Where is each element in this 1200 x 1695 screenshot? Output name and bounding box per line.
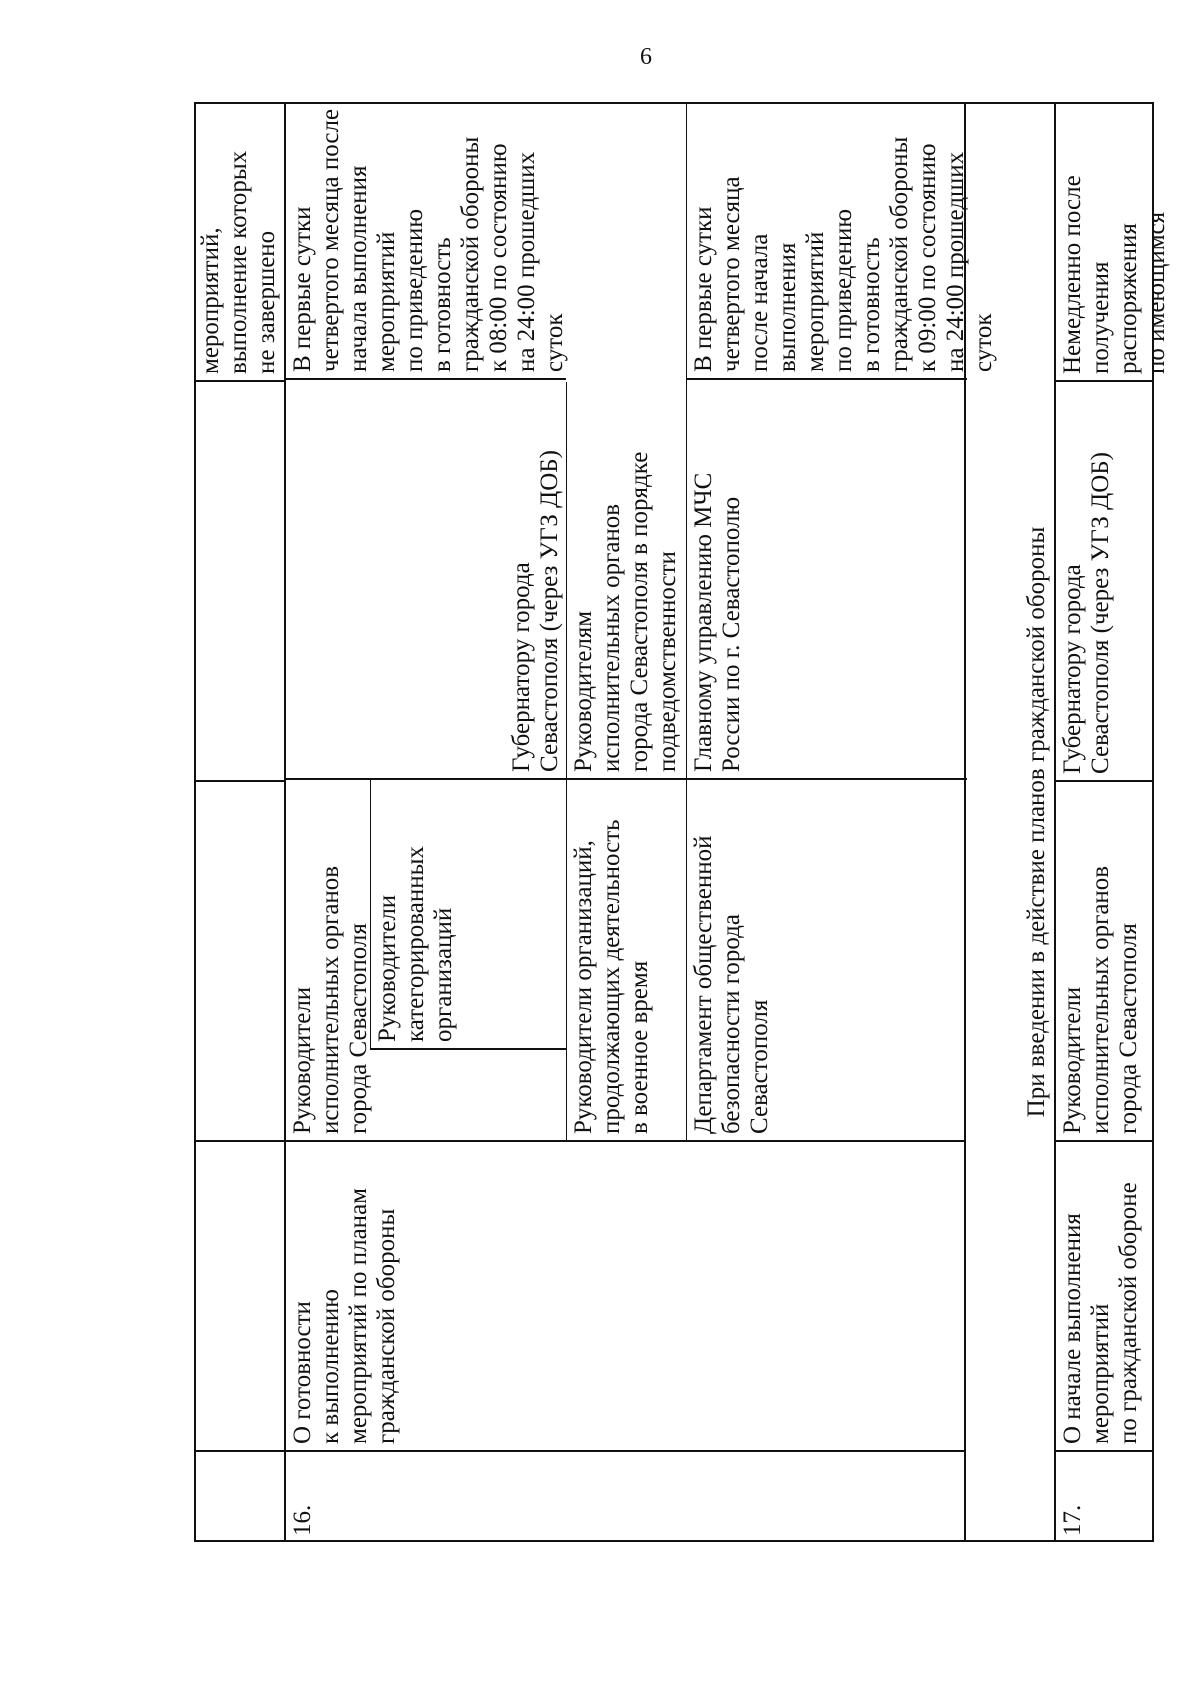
row17-number: 17. bbox=[1059, 1504, 1086, 1536]
row16-number: 16. bbox=[289, 1504, 316, 1536]
row16-block2-to: Руководителям исполнительных органов города Севастополя в порядке подведомственности bbox=[567, 380, 687, 780]
row16-block-3 bbox=[686, 102, 997, 1142]
row16-block3-deadline: В первые сутки четвертого месяца после начала выполнения мероприятий по приведению в готовность гражданской обороны к 09:00 по состоянию на 24:00 прошедших суток bbox=[687, 100, 967, 380]
row16-block1-to: Губернатору города Севастополя (через УГЗ ДОБ) bbox=[286, 380, 566, 780]
cont-title-cell bbox=[194, 1142, 284, 1452]
row17-deadline: Немедленно после получения распоряжения по имеющимся bbox=[1056, 102, 1154, 382]
cont-from-cell bbox=[194, 782, 284, 1142]
row16-block-1 bbox=[286, 102, 566, 1142]
table-row-17 bbox=[1054, 102, 1170, 1542]
row16-block1-subfrom: Руководители категорированных организаций bbox=[370, 780, 566, 1050]
page-number: 6 bbox=[640, 44, 652, 70]
cont-to-cell bbox=[194, 382, 284, 782]
row16-block1-from: Руководители исполнительных органов города Севастополя bbox=[289, 865, 372, 1134]
row16-block1-deadline: В первые сутки четвертого месяца после начала выполнения мероприятий по приведению в готовность гражданской обороны к 08:00 по состоянию на 24:00 прошедших суток bbox=[286, 100, 566, 380]
table-row-continuation bbox=[194, 102, 284, 1542]
row17-to: Губернатору города Севастополя (через УГЗ ДОБ) bbox=[1056, 382, 1154, 782]
row16-title: О готовности к выполнению мероприятий по планам гражданской обороны bbox=[286, 1142, 964, 1452]
cont-num-cell bbox=[194, 1452, 284, 1542]
row17-title: О начале выполнения мероприятий по гражданской обороне bbox=[1056, 1142, 1154, 1452]
section-banner: При введении в действие планов гражданской обороны bbox=[1023, 526, 1050, 1118]
row17-from: Руководители исполнительных органов города Севастополя bbox=[1056, 782, 1154, 1142]
row16-block3-from: Департамент общественной безопасности города Севастополя bbox=[690, 835, 773, 1134]
reporting-table bbox=[194, 102, 1170, 1542]
rotated-table-viewport bbox=[194, 102, 1170, 1542]
table-row-16 bbox=[284, 102, 997, 1542]
row16-block2-from: Руководители организаций, продолжающих деятельность в военное время bbox=[570, 819, 653, 1134]
section-banner-row bbox=[964, 102, 1054, 1542]
row16-block3-to: Главному управлению МЧС России по г. Севастополю bbox=[687, 380, 967, 780]
cont-deadline-cell: мероприятий, выполнение которых не завершено bbox=[194, 102, 284, 382]
row16-block-2 bbox=[566, 382, 686, 1142]
